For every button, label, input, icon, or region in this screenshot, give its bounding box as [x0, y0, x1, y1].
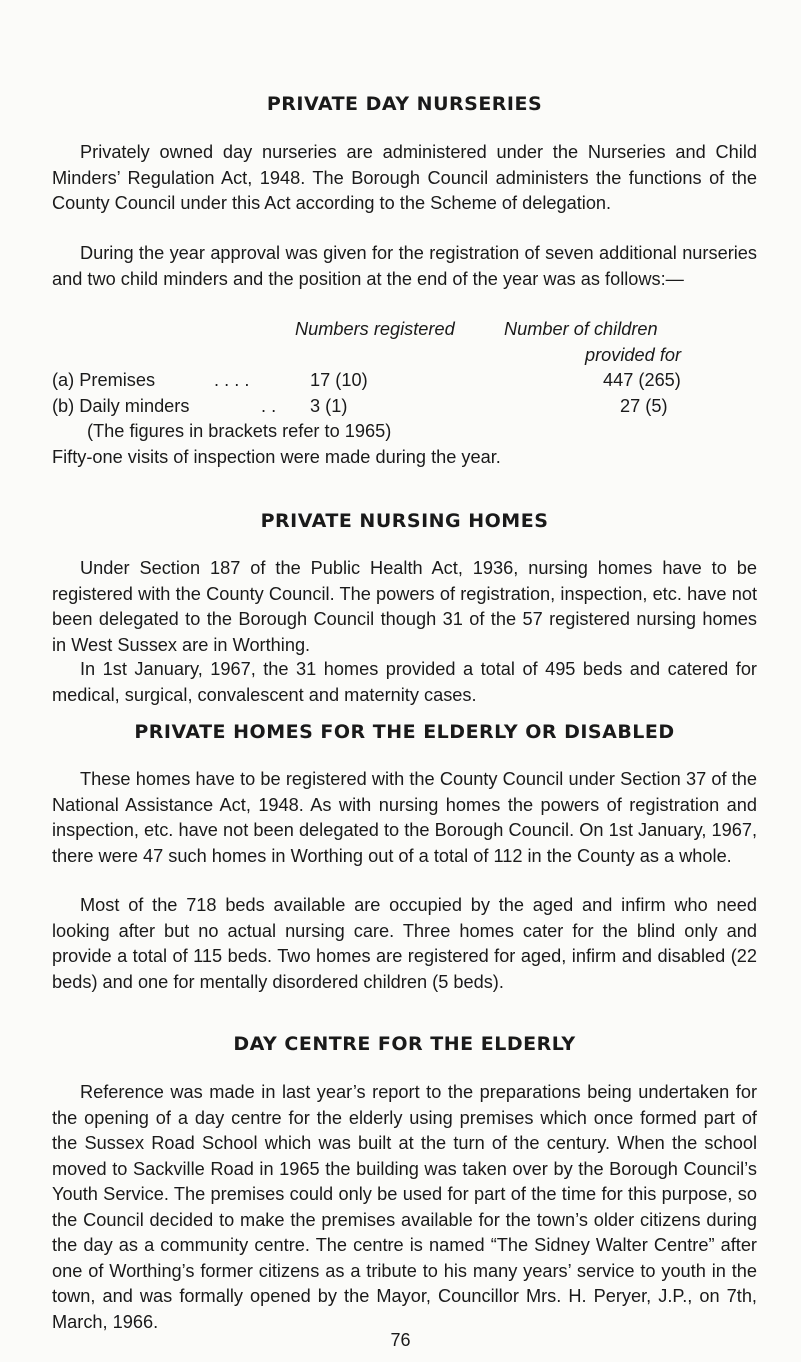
elderly-homes-paragraph-1: These homes have to be registered with the County Council under Section 37 of the National Assistance Act, 1948. As with nursing homes the powers of registration and inspection, etc. have not been delegated to the Borough Council. On 1st January, 1967, there were 47 such homes in Worthing out of a total of 112 in the County as a whole. — [52, 769, 757, 866]
col-header-number-of-children: Number of children — [504, 319, 658, 339]
day-centre-paragraph-1: Reference was made in last year’s report to the preparations being undertaken for the opening of a day centre for the elderly using premises which once formed part of the Sussex Road School which was built at the turn of the century. When the school moved to Sackville Road in 1965 the building was taken over by the Borough Council’s Youth Service. The premises could only be used for part of the time for this purpose, so the Council decided to make the premises available for the town’s older citizens during the day as a community centre. The centre is named “The Sidney Walter Centre” after one of Worthing’s former citizens as a tribute to his many years’ service to youth in the town, and was formally opened by the Mayor, Councillor Mrs. H. Peryer, J.P., on 7th, March, 1966. — [52, 1082, 757, 1332]
table-row — [52, 394, 757, 420]
elderly-homes-paragraph-2: Most of the 718 beds available are occupied by the aged and infirm who need looking after but no actual nursing care. Three homes cater for the blind only and provide a total of 115 beds. Two homes are registered for aged, infirm and disabled (22 beds) and one for mentally disordered children (5 beds). — [52, 895, 757, 992]
col-header-provided-for: provided for — [585, 344, 682, 365]
nursing-homes-paragraph-2: In 1st January, 1967, the 31 homes provided a total of 495 beds and catered for medical, surgical, convalescent and maternity cases. — [52, 659, 757, 705]
page-number: 76 — [390, 1330, 411, 1350]
heading-day-centre-elderly: DAY CENTRE FOR THE ELDERLY — [233, 1033, 576, 1055]
row-children-value: 447 (265) — [603, 370, 681, 390]
nurseries-paragraph-2: During the year approval was given for the registration of seven additional nurseries and two child minders and the position at the end of the year was as follows:— — [52, 243, 757, 289]
table-row — [52, 368, 757, 394]
heading-private-homes-elderly-disabled: PRIVATE HOMES FOR THE ELDERLY OR DISABLED — [134, 721, 675, 743]
row-leader-dots: . . . . — [214, 370, 250, 390]
row-leader-dots: . . — [261, 395, 277, 416]
nurseries-paragraph-1: Privately owned day nurseries are administered under the Nurseries and Child Minders’ Regulation Act, 1948. The Borough Council administers the functions of the County Council under this Act according to the Scheme of delegation. — [52, 142, 757, 213]
row-children-value: 27 (5) — [620, 395, 668, 416]
nursing-homes-paragraph-1: Under Section 187 of the Public Health Act, 1936, nursing homes have to be registered with the County Council. The powers of registration, inspection, etc. have not been delegated to the Borough Council though 31 of the 57 registered nursing homes in West Sussex are in Worthing. — [52, 558, 757, 655]
table-header-row — [52, 317, 757, 343]
row-label: (a) Premises — [52, 370, 156, 390]
col-header-numbers-registered: Numbers registered — [295, 319, 455, 339]
nurseries-registration-table — [52, 317, 757, 445]
row-label: (b) Daily minders — [52, 395, 190, 416]
nurseries-paragraph-3: Fifty-one visits of inspection were made during the year. — [52, 447, 501, 467]
row-registered-value: 17 (10) — [310, 370, 368, 390]
heading-private-day-nurseries: PRIVATE DAY NURSERIES — [266, 93, 543, 115]
table-header-row-2 — [52, 343, 757, 369]
heading-private-nursing-homes: PRIVATE NURSING HOMES — [260, 510, 549, 532]
table-note-row — [52, 419, 757, 445]
row-registered-value: 3 (1) — [310, 395, 348, 416]
table-footnote: (The figures in brackets refer to 1965) — [87, 421, 392, 441]
